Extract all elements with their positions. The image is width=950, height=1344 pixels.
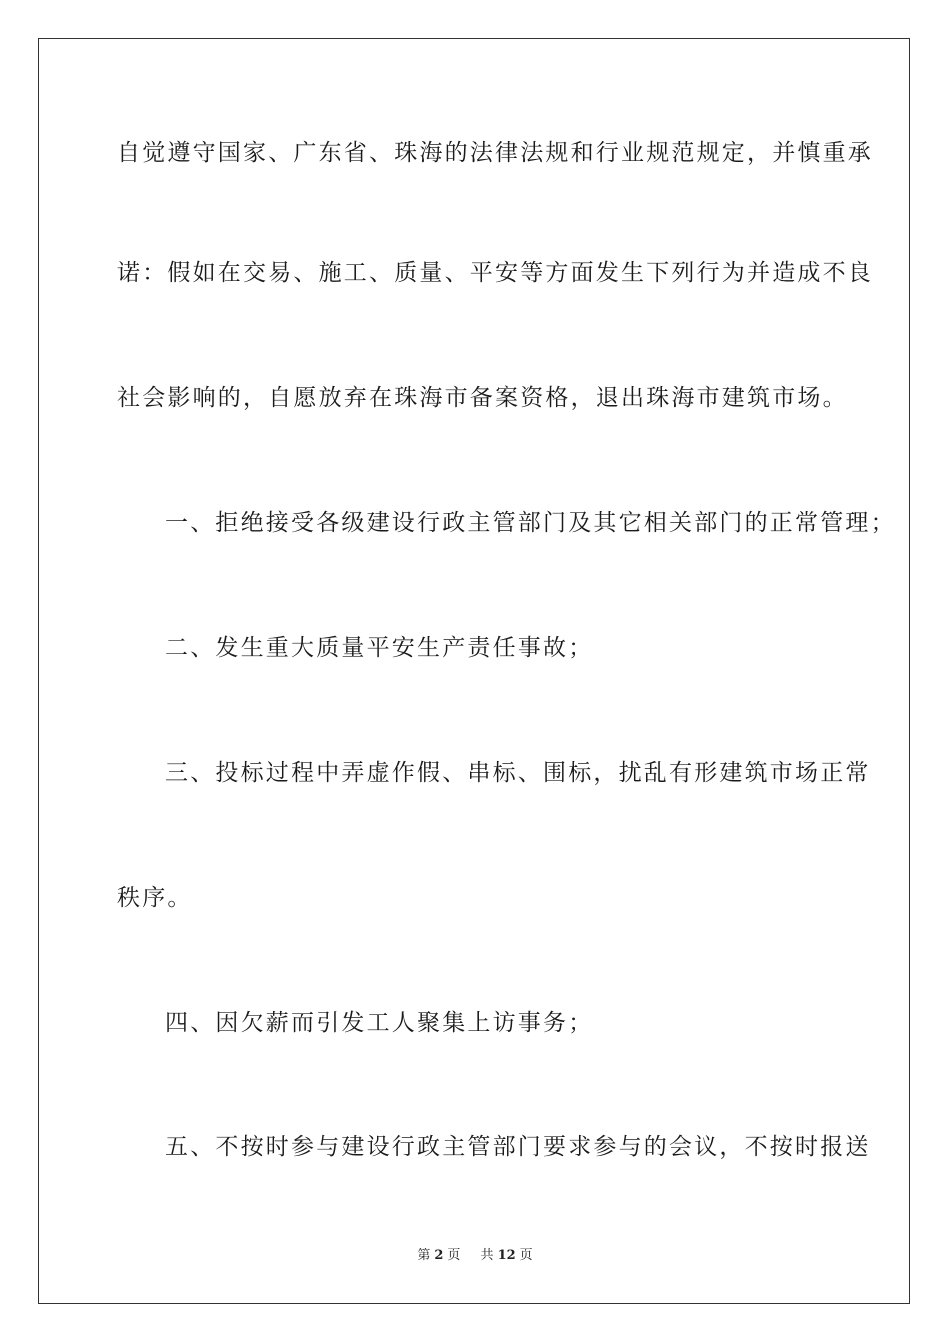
page-label-suffix: 页 xyxy=(447,1248,461,1263)
body-text-line-3: 社会影响的，自愿放弃在珠海市备案资格，退出珠海市建筑市场。 xyxy=(117,385,848,411)
page-footer xyxy=(0,1247,950,1265)
list-item-1: 一、拒绝接受各级建设行政主管部门及其它相关部门的正常管理； xyxy=(165,510,896,536)
body-text-line-1: 自觉遵守国家、广东省、珠海的法律法规和行业规范规定，并慎重承 xyxy=(117,140,873,166)
list-item-3-continuation: 秩序。 xyxy=(117,885,193,911)
list-item-2: 二、发生重大质量平安生产责任事故； xyxy=(165,635,594,661)
list-item-3: 三、投标过程中弄虚作假、串标、围标，扰乱有形建筑市场正常 xyxy=(165,760,871,786)
page-border xyxy=(38,38,910,1304)
total-label-suffix: 页 xyxy=(519,1248,533,1263)
body-text-line-2: 诺：假如在交易、施工、质量、平安等方面发生下列行为并造成不良 xyxy=(117,260,873,286)
page-number: 2 xyxy=(434,1248,444,1263)
page-label-prefix: 第 xyxy=(417,1248,431,1263)
page-indicator xyxy=(413,1248,464,1263)
total-pages-indicator xyxy=(477,1248,537,1263)
total-label-prefix: 共 xyxy=(480,1248,494,1263)
list-item-4: 四、因欠薪而引发工人聚集上访事务； xyxy=(165,1010,594,1036)
list-item-5: 五、不按时参与建设行政主管部门要求参与的会议，不按时报送 xyxy=(165,1134,871,1160)
total-pages: 12 xyxy=(497,1248,516,1263)
